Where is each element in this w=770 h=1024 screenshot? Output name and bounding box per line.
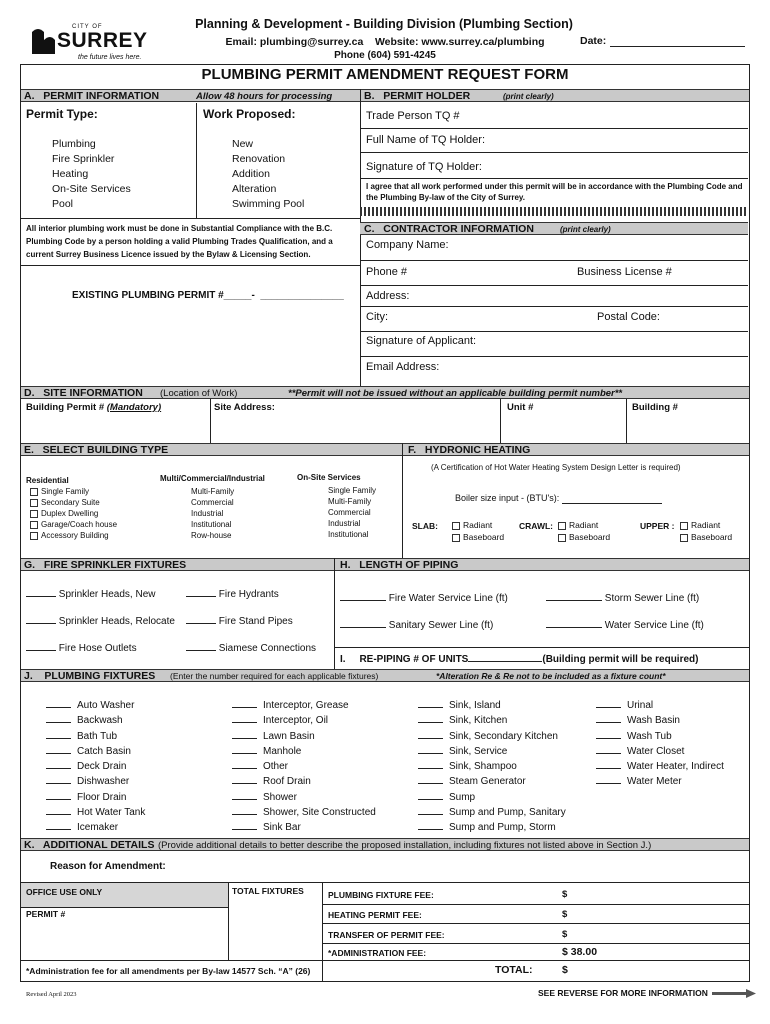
count-input[interactable]	[26, 642, 56, 651]
postal-code-field[interactable]: Postal Code:	[597, 311, 660, 323]
boiler-text: Boiler size input - (BTU's):	[455, 493, 560, 503]
onsite-label: On-Site Services	[297, 473, 361, 482]
checkbox[interactable]	[30, 521, 38, 529]
piping-item: Storm Sewer Line (ft)	[604, 593, 700, 604]
logo-name: SURREY	[57, 29, 148, 52]
site-address-label: Site Address:	[214, 402, 275, 413]
permit-type-option[interactable]: Pool	[52, 198, 74, 210]
site-address-input[interactable]	[212, 414, 498, 442]
slab-options	[452, 519, 504, 543]
work-option[interactable]: Renovation	[232, 153, 286, 165]
section-i-title	[340, 653, 698, 665]
fixture-item: Sump	[449, 791, 476, 803]
address-field[interactable]: Address:	[366, 290, 410, 302]
checkbox[interactable]	[680, 534, 688, 542]
see-reverse-text: SEE REVERSE FOR MORE INFORMATION	[538, 988, 708, 998]
checkbox[interactable]	[452, 534, 460, 542]
fixture-item: Urinal	[627, 700, 654, 711]
section-f-title: F. HYDRONIC HEATING	[408, 444, 531, 456]
section-k-note: (Provide additional details to better describe the proposed installation, including fixtures not listed above in Section J.)	[158, 840, 652, 851]
admin-fee-note: *Administration fee for all amendments per By-law 14577 Sch. “A” (26)	[26, 966, 311, 976]
fixture-item: Sink Bar	[263, 822, 301, 834]
length-input[interactable]	[340, 619, 386, 628]
fixture-item: Hot Water Tank	[77, 807, 146, 819]
multi-list	[191, 486, 234, 541]
agreement-text: I agree that all work performed under this permit will be in accordance with the Plumbing Code and the Plumbing By-law of the City of Surrey.	[366, 182, 743, 202]
fixture-count[interactable]	[232, 806, 257, 815]
work-option[interactable]: Swimming Pool	[232, 198, 305, 210]
checkbox[interactable]	[30, 532, 38, 540]
boiler-input[interactable]	[562, 503, 662, 504]
slab-label: SLAB:	[412, 521, 438, 531]
compliance-note: All interior plumbing work must be done in Substantial Compliance with the B.C. Plumbing Code by a person holding a valid Plumbing Trades Qualification, and a current Surrey Business Licence issued by the Bylaw & Licensing Section.	[26, 224, 333, 259]
hydronic-note: (A Certification of Hot Water Heating System Design Letter is required)	[431, 463, 681, 472]
fixture-item: Floor Drain	[77, 791, 127, 803]
fixture-item: Dishwasher	[77, 776, 130, 788]
residential-option: Secondary Suite	[41, 498, 100, 507]
fixture-item: Sink, Service	[449, 745, 508, 757]
building-number-label: Building #	[632, 402, 678, 413]
permit-type-option[interactable]: On-Site Services	[52, 183, 131, 195]
fee-label: HEATING PERMIT FEE:	[328, 910, 422, 920]
section-d-title: D. SITE INFORMATION	[24, 387, 143, 399]
section-d-warning: **Permit will not be issued without an applicable building permit number**	[288, 388, 623, 399]
slab-radiant: Radiant	[463, 520, 493, 530]
section-i-note: (Building permit will be required)	[542, 654, 699, 665]
fixture-count[interactable]	[232, 699, 257, 708]
boiler-label	[455, 493, 559, 503]
sprinkler-item: Fire Hydrants	[218, 589, 279, 600]
fixture-item: Backwash	[77, 715, 123, 727]
fixture-count[interactable]	[418, 745, 443, 754]
piping-row-1	[340, 592, 508, 604]
multi-option[interactable]: Institutional	[191, 520, 232, 529]
division-heading: Planning & Development - Building Division (Plumbing Section)	[195, 17, 573, 31]
fixtures-col4	[596, 698, 724, 790]
fixture-item: Deck Drain	[77, 761, 127, 773]
email-field[interactable]: Email Address:	[366, 361, 440, 373]
building-permit-label	[26, 402, 161, 413]
piping-item: Sanitary Sewer Line (ft)	[388, 620, 494, 631]
fixture-count[interactable]	[418, 714, 443, 723]
unit-input[interactable]	[502, 414, 624, 442]
permit-type-option[interactable]: Fire Sprinkler	[52, 153, 115, 165]
count-input[interactable]	[186, 588, 216, 597]
fixture-count[interactable]	[46, 821, 71, 830]
onsite-option[interactable]: Institutional	[328, 530, 369, 539]
checkbox[interactable]	[30, 510, 38, 518]
fixture-count[interactable]	[232, 745, 257, 754]
fee-label: *ADMINISTRATION FEE:	[328, 948, 427, 958]
fixture-count[interactable]	[46, 699, 71, 708]
fixture-item: Catch Basin	[77, 745, 131, 757]
fee-label: PLUMBING FIXTURE FEE:	[328, 890, 434, 900]
logo-mark-icon	[30, 26, 56, 56]
section-j-note: (Enter the number required for each applicable fixtures)	[170, 671, 379, 681]
section-k-title: K. ADDITIONAL DETAILS	[24, 839, 155, 851]
fixture-item: Water Closet	[627, 745, 685, 757]
upper-label: UPPER :	[640, 521, 675, 531]
fixture-item: Water Heater, Indirect	[627, 761, 724, 773]
fixture-item: Sink, Island	[449, 700, 501, 711]
fixture-count[interactable]	[418, 775, 443, 784]
logo-tagline: the future lives here.	[78, 54, 142, 61]
fixture-count[interactable]	[46, 730, 71, 739]
fixture-count[interactable]	[596, 745, 621, 754]
fixture-item: Sump and Pump, Storm	[449, 822, 556, 834]
fixture-count[interactable]	[46, 760, 71, 769]
multi-option[interactable]: Industrial	[191, 509, 224, 518]
crawl-baseboard: Baseboard	[569, 532, 611, 542]
work-option[interactable]: Alteration	[232, 183, 277, 195]
count-input[interactable]	[26, 615, 56, 624]
fixture-item: Icemaker	[77, 822, 119, 834]
full-name-field[interactable]: Full Name of TQ Holder:	[366, 134, 486, 146]
piping-item: Water Service Line (ft)	[604, 620, 704, 631]
business-license-field[interactable]: Business License #	[577, 266, 672, 278]
residential-option: Garage/Coach house	[41, 520, 118, 529]
fixture-item: Steam Generator	[449, 776, 526, 788]
piping-row-2	[546, 592, 699, 604]
trade-person-field[interactable]: Trade Person TQ #	[366, 110, 460, 122]
crawl-label: CRAWL:	[519, 521, 553, 531]
residential-list	[30, 486, 117, 541]
fixture-count[interactable]	[232, 821, 257, 830]
checkbox[interactable]	[558, 522, 566, 530]
fee-value: $	[562, 929, 568, 940]
count-input[interactable]	[186, 615, 216, 624]
sprinkler-item: Sprinkler Heads, New	[58, 589, 156, 600]
fee-value: $	[562, 889, 568, 900]
permit-type-label: Permit Type:	[26, 107, 98, 121]
logo-city-of: CITY OF	[72, 24, 103, 30]
section-a-title: A. PERMIT INFORMATION	[24, 90, 160, 102]
section-e-title: E. SELECT BUILDING TYPE	[24, 444, 169, 456]
alteration-note: *Alteration Re & Re not to be included as a fixture count*	[436, 671, 666, 681]
section-a-note: Allow 48 hours for processing	[196, 91, 333, 102]
permit-type-option[interactable]: Plumbing	[52, 138, 96, 150]
work-option[interactable]: New	[232, 138, 254, 150]
fixture-count[interactable]	[46, 806, 71, 815]
date-field[interactable]	[610, 46, 745, 47]
city-field[interactable]: City:	[366, 311, 388, 323]
length-input[interactable]	[546, 592, 602, 601]
length-input[interactable]	[546, 619, 602, 628]
fixture-count[interactable]	[46, 775, 71, 784]
fixture-item: Shower, Site Constructed	[263, 807, 376, 819]
upper-radiant: Radiant	[691, 520, 721, 530]
piping-item: Fire Water Service Line (ft)	[388, 593, 508, 604]
multi-label: Multi/Commercial/Industrial	[160, 474, 265, 483]
onsite-option[interactable]: Single Family	[328, 486, 377, 495]
fixture-count[interactable]	[418, 791, 443, 800]
multi-option[interactable]: Commercial	[191, 498, 234, 507]
fixture-count[interactable]	[232, 775, 257, 784]
crawl-options	[558, 519, 610, 543]
checkbox[interactable]	[30, 488, 38, 496]
residential-label: Residential	[26, 476, 69, 485]
fixtures-col2	[232, 698, 376, 836]
fixture-count[interactable]	[596, 699, 621, 708]
building-number-input[interactable]	[628, 414, 748, 442]
piping-row-3	[340, 619, 493, 631]
section-h-title: H. LENGTH OF PIPING	[340, 559, 459, 571]
checkbox[interactable]	[30, 499, 38, 507]
fixture-count[interactable]	[232, 791, 257, 800]
fixture-count[interactable]	[418, 806, 443, 815]
fixture-count[interactable]	[46, 714, 71, 723]
hatched-divider	[360, 207, 748, 216]
reason-input[interactable]	[180, 858, 746, 878]
fixture-item: Lawn Basin	[263, 730, 315, 742]
section-b-title: B. PERMIT HOLDER	[364, 90, 471, 102]
mandatory-note: (Mandatory)	[106, 402, 162, 413]
multi-option[interactable]: Row-house	[191, 531, 232, 540]
units-input[interactable]	[468, 653, 542, 662]
company-name-field[interactable]: Company Name:	[366, 239, 449, 251]
sprinkler-col2	[186, 588, 316, 669]
sprinkler-item: Siamese Connections	[218, 643, 317, 654]
piping-row-4	[546, 619, 704, 631]
fixture-count[interactable]	[418, 699, 443, 708]
permit-label: PERMIT #	[26, 909, 66, 919]
fixture-item: Wash Tub	[627, 730, 672, 742]
date-label: Date:	[580, 35, 607, 47]
city-logo	[30, 20, 150, 64]
section-j-title: J. PLUMBING FIXTURES	[24, 670, 156, 682]
work-option[interactable]: Addition	[232, 168, 270, 180]
upper-baseboard: Baseboard	[691, 532, 733, 542]
section-b-note: (print clearly)	[503, 92, 554, 101]
fixture-count[interactable]	[232, 730, 257, 739]
work-proposed-list	[232, 137, 304, 212]
fixture-count[interactable]	[46, 791, 71, 800]
residential-option: Accessory Building	[41, 531, 109, 540]
fixture-item: Water Meter	[627, 776, 682, 788]
applicant-signature-field[interactable]: Signature of Applicant:	[366, 335, 477, 347]
office-use-label: OFFICE USE ONLY	[26, 887, 103, 897]
slab-baseboard: Baseboard	[463, 532, 505, 542]
unit-label: Unit #	[507, 402, 534, 413]
sprinkler-item: Sprinkler Heads, Relocate	[58, 616, 175, 627]
permit-type-option[interactable]: Heating	[52, 168, 89, 180]
building-permit-text: Building Permit #	[26, 402, 105, 413]
residential-option: Single Family	[41, 487, 90, 496]
upper-options	[680, 519, 732, 543]
signature-tq-field[interactable]: Signature of TQ Holder:	[366, 161, 482, 173]
revised-note: Revised April 2023	[26, 991, 77, 998]
residential-option: Duplex Dwelling	[41, 509, 99, 518]
multi-option[interactable]: Multi-Family	[191, 487, 235, 496]
fee-value: $	[562, 909, 568, 920]
fixture-item: Sink, Shampoo	[449, 761, 517, 773]
length-input[interactable]	[340, 592, 386, 601]
sprinkler-item: Fire Hose Outlets	[58, 643, 137, 654]
fixture-count[interactable]	[232, 760, 257, 769]
fixture-item: Wash Basin	[627, 715, 680, 727]
fixture-count[interactable]	[596, 760, 621, 769]
sprinkler-item: Fire Stand Pipes	[218, 616, 293, 627]
contact-phone: Phone (604) 591-4245	[334, 50, 436, 61]
sprinkler-col1	[26, 588, 175, 669]
form-title: PLUMBING PERMIT AMENDMENT REQUEST FORM	[201, 66, 569, 83]
fixture-count[interactable]	[596, 714, 621, 723]
arrow-right-icon	[712, 989, 756, 998]
fixture-item: Sump and Pump, Sanitary	[449, 807, 566, 819]
reason-label: Reason for Amendment:	[50, 861, 166, 872]
checkbox[interactable]	[558, 534, 566, 542]
fee-label: TRANSFER OF PERMIT FEE:	[328, 930, 445, 940]
section-d-location: (Location of Work)	[160, 388, 238, 399]
total-value: $	[562, 964, 568, 976]
fixture-item: Shower	[263, 791, 297, 803]
section-c-note: (print clearly)	[560, 225, 611, 234]
fixture-count[interactable]	[232, 714, 257, 723]
fixture-count[interactable]	[418, 821, 443, 830]
contact-email-web: Email: plumbing@surrey.ca Website: www.surrey.ca/plumbing	[225, 36, 545, 48]
fixture-item: Other	[263, 761, 289, 773]
see-reverse-note	[538, 988, 756, 998]
crawl-radiant: Radiant	[569, 520, 599, 530]
count-input[interactable]	[26, 588, 56, 597]
fixture-item: Sink, Kitchen	[449, 715, 508, 727]
fixture-count[interactable]	[596, 775, 621, 784]
total-label: TOTAL:	[495, 964, 533, 976]
total-fixtures-label: TOTAL FIXTURES	[232, 886, 304, 896]
existing-permit-field[interactable]: EXISTING PLUMBING PERMIT #_____- _______________	[72, 290, 344, 301]
fixture-item: Bath Tub	[77, 730, 118, 742]
onsite-option[interactable]: Commercial	[328, 508, 371, 517]
permit-type-list	[52, 137, 131, 212]
checkbox[interactable]	[452, 522, 460, 530]
fixture-item: Auto Washer	[77, 700, 135, 711]
checkbox[interactable]	[680, 522, 688, 530]
count-input[interactable]	[186, 642, 216, 651]
section-g-title: G. FIRE SPRINKLER FIXTURES	[24, 559, 187, 571]
phone-field[interactable]: Phone #	[366, 266, 407, 278]
fixtures-col3	[418, 698, 566, 836]
fixtures-col1	[46, 698, 145, 836]
onsite-option[interactable]: Industrial	[328, 519, 361, 528]
fixture-item: Interceptor, Oil	[263, 715, 329, 727]
fixture-item: Interceptor, Grease	[263, 700, 349, 711]
section-c-title: C. CONTRACTOR INFORMATION	[364, 223, 534, 235]
onsite-option[interactable]: Multi-Family	[328, 497, 372, 506]
fixture-count[interactable]	[418, 730, 443, 739]
onsite-list	[328, 485, 376, 540]
fixture-count[interactable]	[596, 730, 621, 739]
fixture-item: Manhole	[263, 745, 302, 757]
fixture-count[interactable]	[46, 745, 71, 754]
fixture-item: Roof Drain	[263, 776, 311, 788]
work-proposed-label: Work Proposed:	[203, 107, 296, 121]
fixture-item: Sink, Secondary Kitchen	[449, 730, 558, 742]
fixture-count[interactable]	[418, 760, 443, 769]
section-i-label: I. RE-PIPING # OF UNITS	[340, 654, 469, 665]
admin-fee-value: $ 38.00	[562, 946, 598, 958]
building-permit-input[interactable]	[22, 414, 208, 442]
